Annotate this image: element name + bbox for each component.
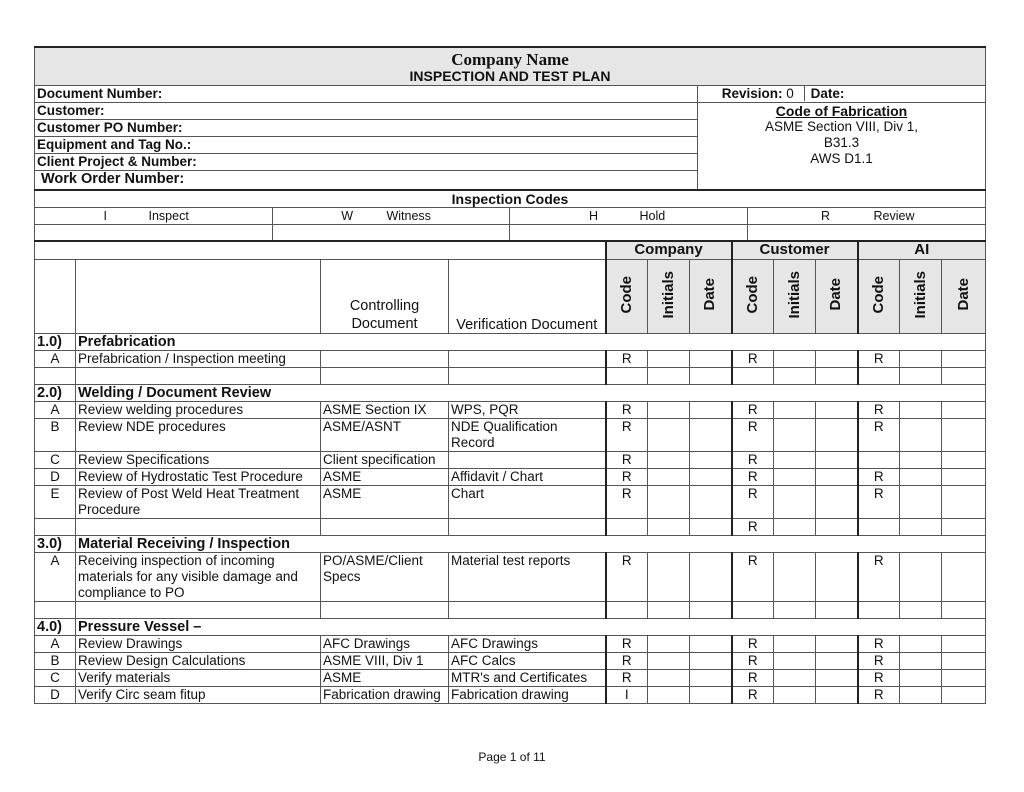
- section-number: 1.0): [35, 334, 76, 351]
- verification-document-cell: Affidavit / Chart: [449, 469, 606, 486]
- customer-code-cell: R: [732, 653, 774, 670]
- customer-code-cell: [732, 602, 774, 619]
- code-line-2: B31.3: [823, 134, 860, 150]
- ai-initials-cell: [900, 519, 942, 536]
- section-title: Pressure Vessel –: [76, 619, 986, 636]
- document-number-label: Document Number:: [35, 85, 698, 102]
- ai-code-cell: [858, 602, 900, 619]
- controlling-document-cell: [321, 351, 449, 368]
- verification-document-cell: [449, 351, 606, 368]
- company-code-cell: R: [606, 636, 648, 653]
- company-date-cell: [690, 469, 732, 486]
- customer-date-cell: [816, 687, 858, 704]
- company-initials-cell: [648, 486, 690, 519]
- company-code-cell: [606, 602, 648, 619]
- verification-document-cell: [449, 519, 606, 536]
- table-row: [35, 419, 986, 452]
- customer-code-cell: R: [732, 452, 774, 469]
- ai-date-cell: [942, 419, 986, 452]
- code-line-1: ASME Section VIII, Div 1,: [764, 118, 919, 134]
- ai-code-cell: [858, 452, 900, 469]
- activity-cell: Verify materials: [76, 670, 321, 687]
- customer-initials-cell: [774, 602, 816, 619]
- verification-document-cell: Material test reports: [449, 553, 606, 602]
- ai-initials-cell: [900, 402, 942, 419]
- section-number: 2.0): [35, 385, 76, 402]
- company-code-cell: I: [606, 687, 648, 704]
- subheader-company-initials: Initials: [648, 260, 690, 334]
- activity-cell: Review welding procedures: [76, 402, 321, 419]
- subheader-customer-date: Date: [816, 260, 858, 334]
- company-code-cell: [606, 519, 648, 536]
- ai-code-cell: R: [858, 469, 900, 486]
- ai-initials-cell: [900, 687, 942, 704]
- ai-code-cell: R: [858, 486, 900, 519]
- controlling-document-cell: [321, 602, 449, 619]
- customer-date-cell: [816, 519, 858, 536]
- code-of-fabrication-title: Code of Fabrication: [775, 102, 908, 119]
- customer-initials-cell: [774, 486, 816, 519]
- subheader-ai-initials: Initials: [900, 260, 942, 334]
- ai-initials-cell: [900, 469, 942, 486]
- customer-label: Customer:: [35, 102, 698, 119]
- ai-date-cell: [942, 602, 986, 619]
- title-block: [35, 47, 986, 85]
- ai-date-cell: [942, 368, 986, 385]
- company-initials-cell: [648, 653, 690, 670]
- ai-initials-cell: [900, 636, 942, 653]
- ai-initials-cell: [900, 368, 942, 385]
- company-initials-cell: [648, 469, 690, 486]
- company-date-cell: [690, 636, 732, 653]
- company-code-cell: [606, 368, 648, 385]
- ai-date-cell: [942, 653, 986, 670]
- customer-date-cell: [816, 351, 858, 368]
- company-date-cell: [690, 553, 732, 602]
- ai-initials-cell: [900, 419, 942, 452]
- controlling-document-cell: PO/ASME/Client Specs: [321, 553, 449, 602]
- activity-cell: Receiving inspection of incoming materials for any visible damage and compliance to PO: [76, 553, 321, 602]
- customer-code-cell: R: [732, 519, 774, 536]
- itp-main-table: [34, 240, 986, 705]
- table-row: [35, 602, 986, 619]
- section-header-row: [35, 334, 986, 351]
- customer-code-cell: R: [732, 402, 774, 419]
- verification-document-header: Verification Document: [449, 260, 606, 334]
- verification-document-cell: Fabrication drawing: [449, 687, 606, 704]
- company-initials-cell: [648, 419, 690, 452]
- customer-date-cell: [816, 452, 858, 469]
- section-header-row: [35, 619, 986, 636]
- subheader-ai-date: Date: [942, 260, 986, 334]
- customer-code-cell: R: [732, 636, 774, 653]
- code-item-inspect: I Inspect: [35, 207, 273, 224]
- customer-code-cell: R: [732, 670, 774, 687]
- subheader-ai-code: Code: [858, 260, 900, 334]
- company-date-cell: [690, 351, 732, 368]
- customer-date-cell: [816, 419, 858, 452]
- ai-initials-cell: [900, 653, 942, 670]
- ai-date-cell: [942, 402, 986, 419]
- item-id: [35, 602, 76, 619]
- company-date-cell: [690, 419, 732, 452]
- item-id: C: [35, 452, 76, 469]
- customer-code-cell: R: [732, 687, 774, 704]
- table-row: [35, 553, 986, 602]
- customer-date-cell: [816, 602, 858, 619]
- table-row: [35, 368, 986, 385]
- customer-date-cell: [816, 469, 858, 486]
- customer-initials-cell: [774, 452, 816, 469]
- company-initials-cell: [648, 670, 690, 687]
- company-name: Company Name: [451, 49, 569, 69]
- customer-date-cell: [816, 402, 858, 419]
- ai-code-cell: R: [858, 670, 900, 687]
- verification-document-cell: [449, 368, 606, 385]
- inspection-codes-row: [35, 207, 986, 224]
- company-code-cell: R: [606, 653, 648, 670]
- customer-date-cell: [816, 553, 858, 602]
- revision-value: 0: [786, 85, 794, 101]
- subheader-customer-initials: Initials: [774, 260, 816, 334]
- subheader-customer-code: Code: [732, 260, 774, 334]
- equipment-tag-label: Equipment and Tag No.:: [35, 136, 698, 153]
- item-id: A: [35, 351, 76, 368]
- company-code-cell: R: [606, 486, 648, 519]
- date-label: Date:: [804, 86, 845, 101]
- activity-cell: Review Design Calculations: [76, 653, 321, 670]
- company-initials-cell: [648, 368, 690, 385]
- client-project-label: Client Project & Number:: [35, 153, 698, 170]
- controlling-document-cell: ASME: [321, 469, 449, 486]
- item-id: [35, 519, 76, 536]
- ai-date-cell: [942, 486, 986, 519]
- table-row: [35, 687, 986, 704]
- company-code-cell: R: [606, 553, 648, 602]
- ai-initials-cell: [900, 602, 942, 619]
- controlling-document-cell: ASME: [321, 670, 449, 687]
- group-customer: Customer: [732, 241, 858, 260]
- verification-document-cell: [449, 452, 606, 469]
- table-row: [35, 452, 986, 469]
- subheader-company-code: Code: [606, 260, 648, 334]
- work-order-label: Work Order Number:: [35, 170, 698, 189]
- company-date-cell: [690, 486, 732, 519]
- customer-initials-cell: [774, 553, 816, 602]
- activity-cell: Review NDE procedures: [76, 419, 321, 452]
- ai-date-cell: [942, 636, 986, 653]
- table-row: [35, 653, 986, 670]
- table-row: [35, 469, 986, 486]
- customer-code-cell: R: [732, 486, 774, 519]
- activity-cell: [76, 519, 321, 536]
- controlling-document-cell: ASME: [321, 486, 449, 519]
- activity-cell: [76, 602, 321, 619]
- item-id: A: [35, 636, 76, 653]
- ai-initials-cell: [900, 553, 942, 602]
- item-id: D: [35, 469, 76, 486]
- customer-date-cell: [816, 670, 858, 687]
- header-table: [34, 46, 986, 190]
- verification-document-cell: MTR's and Certificates: [449, 670, 606, 687]
- table-row: [35, 486, 986, 519]
- company-code-cell: R: [606, 670, 648, 687]
- company-initials-cell: [648, 553, 690, 602]
- company-date-cell: [690, 670, 732, 687]
- ai-code-cell: R: [858, 653, 900, 670]
- item-id: [35, 368, 76, 385]
- controlling-document-cell: AFC Drawings: [321, 636, 449, 653]
- company-date-cell: [690, 653, 732, 670]
- company-date-cell: [690, 519, 732, 536]
- customer-date-cell: [816, 636, 858, 653]
- verification-document-cell: WPS, PQR: [449, 402, 606, 419]
- table-row: [35, 670, 986, 687]
- ai-date-cell: [942, 519, 986, 536]
- inspection-codes-title: Inspection Codes: [35, 190, 986, 208]
- company-code-cell: R: [606, 452, 648, 469]
- company-date-cell: [690, 452, 732, 469]
- table-row: [35, 519, 986, 536]
- ai-date-cell: [942, 670, 986, 687]
- customer-code-cell: [732, 368, 774, 385]
- ai-code-cell: [858, 519, 900, 536]
- section-header-row: [35, 536, 986, 553]
- table-row: [35, 402, 986, 419]
- revision-label: Revision:: [721, 85, 783, 101]
- section-header-row: [35, 385, 986, 402]
- customer-date-cell: [816, 368, 858, 385]
- verification-document-cell: AFC Calcs: [449, 653, 606, 670]
- controlling-document-header: Controlling Document: [321, 260, 449, 334]
- customer-code-cell: R: [732, 469, 774, 486]
- customer-initials-cell: [774, 368, 816, 385]
- ai-code-cell: R: [858, 553, 900, 602]
- company-code-cell: R: [606, 402, 648, 419]
- verification-document-cell: NDE Qualification Record: [449, 419, 606, 452]
- company-initials-cell: [648, 351, 690, 368]
- activity-cell: Review of Hydrostatic Test Procedure: [76, 469, 321, 486]
- customer-code-cell: R: [732, 419, 774, 452]
- item-id: E: [35, 486, 76, 519]
- inspection-codes-table: [34, 189, 986, 241]
- company-code-cell: R: [606, 469, 648, 486]
- item-id: A: [35, 553, 76, 602]
- company-initials-cell: [648, 519, 690, 536]
- customer-initials-cell: [774, 653, 816, 670]
- group-company: Company: [606, 241, 732, 260]
- revision-date-cell: [698, 85, 986, 102]
- item-id: B: [35, 419, 76, 452]
- customer-initials-cell: [774, 519, 816, 536]
- table-row: [35, 351, 986, 368]
- section-title: Prefabrication: [76, 334, 986, 351]
- company-code-cell: R: [606, 351, 648, 368]
- ai-code-cell: R: [858, 402, 900, 419]
- ai-date-cell: [942, 351, 986, 368]
- item-id: B: [35, 653, 76, 670]
- ai-code-cell: R: [858, 687, 900, 704]
- code-of-fabrication: [698, 102, 986, 189]
- company-date-cell: [690, 687, 732, 704]
- company-initials-cell: [648, 687, 690, 704]
- company-initials-cell: [648, 402, 690, 419]
- ai-date-cell: [942, 553, 986, 602]
- controlling-document-cell: Client specification: [321, 452, 449, 469]
- activity-cell: [76, 368, 321, 385]
- controlling-document-cell: [321, 519, 449, 536]
- controlling-document-cell: Fabrication drawing: [321, 687, 449, 704]
- company-code-cell: R: [606, 419, 648, 452]
- item-id: A: [35, 402, 76, 419]
- controlling-document-cell: ASME VIII, Div 1: [321, 653, 449, 670]
- customer-date-cell: [816, 486, 858, 519]
- ai-code-cell: R: [858, 419, 900, 452]
- ai-code-cell: R: [858, 636, 900, 653]
- page-number: Page 1 of 11: [478, 750, 546, 764]
- code-item-witness: W Witness: [273, 207, 510, 224]
- verification-document-cell: AFC Drawings: [449, 636, 606, 653]
- customer-initials-cell: [774, 469, 816, 486]
- code-line-3: AWS D1.1: [810, 150, 873, 166]
- customer-initials-cell: [774, 419, 816, 452]
- customer-code-cell: R: [732, 351, 774, 368]
- company-initials-cell: [648, 602, 690, 619]
- itp-sheet: [34, 46, 985, 704]
- activity-cell: Review Specifications: [76, 452, 321, 469]
- ai-code-cell: R: [858, 351, 900, 368]
- customer-initials-cell: [774, 687, 816, 704]
- customer-initials-cell: [774, 351, 816, 368]
- customer-initials-cell: [774, 670, 816, 687]
- company-date-cell: [690, 602, 732, 619]
- verification-document-cell: Chart: [449, 486, 606, 519]
- customer-date-cell: [816, 653, 858, 670]
- item-id: D: [35, 687, 76, 704]
- controlling-document-cell: ASME/ASNT: [321, 419, 449, 452]
- verification-document-cell: [449, 602, 606, 619]
- ai-initials-cell: [900, 452, 942, 469]
- group-ai: AI: [858, 241, 986, 260]
- customer-po-label: Customer PO Number:: [35, 119, 698, 136]
- section-number: 3.0): [35, 536, 76, 553]
- activity-cell: Verify Circ seam fitup: [76, 687, 321, 704]
- table-row: [35, 636, 986, 653]
- code-item-hold: H Hold: [510, 207, 748, 224]
- customer-initials-cell: [774, 402, 816, 419]
- ai-date-cell: [942, 687, 986, 704]
- customer-initials-cell: [774, 636, 816, 653]
- section-title: Welding / Document Review: [76, 385, 986, 402]
- ai-code-cell: [858, 368, 900, 385]
- subheader-company-date: Date: [690, 260, 732, 334]
- section-number: 4.0): [35, 619, 76, 636]
- company-initials-cell: [648, 452, 690, 469]
- controlling-document-cell: [321, 368, 449, 385]
- ai-date-cell: [942, 452, 986, 469]
- controlling-document-cell: ASME Section IX: [321, 402, 449, 419]
- ai-initials-cell: [900, 670, 942, 687]
- activity-cell: Prefabrication / Inspection meeting: [76, 351, 321, 368]
- activity-cell: Review of Post Weld Heat Treatment Procedure: [76, 486, 321, 519]
- ai-initials-cell: [900, 486, 942, 519]
- company-date-cell: [690, 368, 732, 385]
- activity-cell: Review Drawings: [76, 636, 321, 653]
- company-date-cell: [690, 402, 732, 419]
- section-title: Material Receiving / Inspection: [76, 536, 986, 553]
- ai-date-cell: [942, 469, 986, 486]
- customer-code-cell: R: [732, 553, 774, 602]
- item-id: C: [35, 670, 76, 687]
- plan-title: INSPECTION AND TEST PLAN: [409, 67, 611, 84]
- company-initials-cell: [648, 636, 690, 653]
- ai-initials-cell: [900, 351, 942, 368]
- code-item-review: R Review: [748, 207, 986, 224]
